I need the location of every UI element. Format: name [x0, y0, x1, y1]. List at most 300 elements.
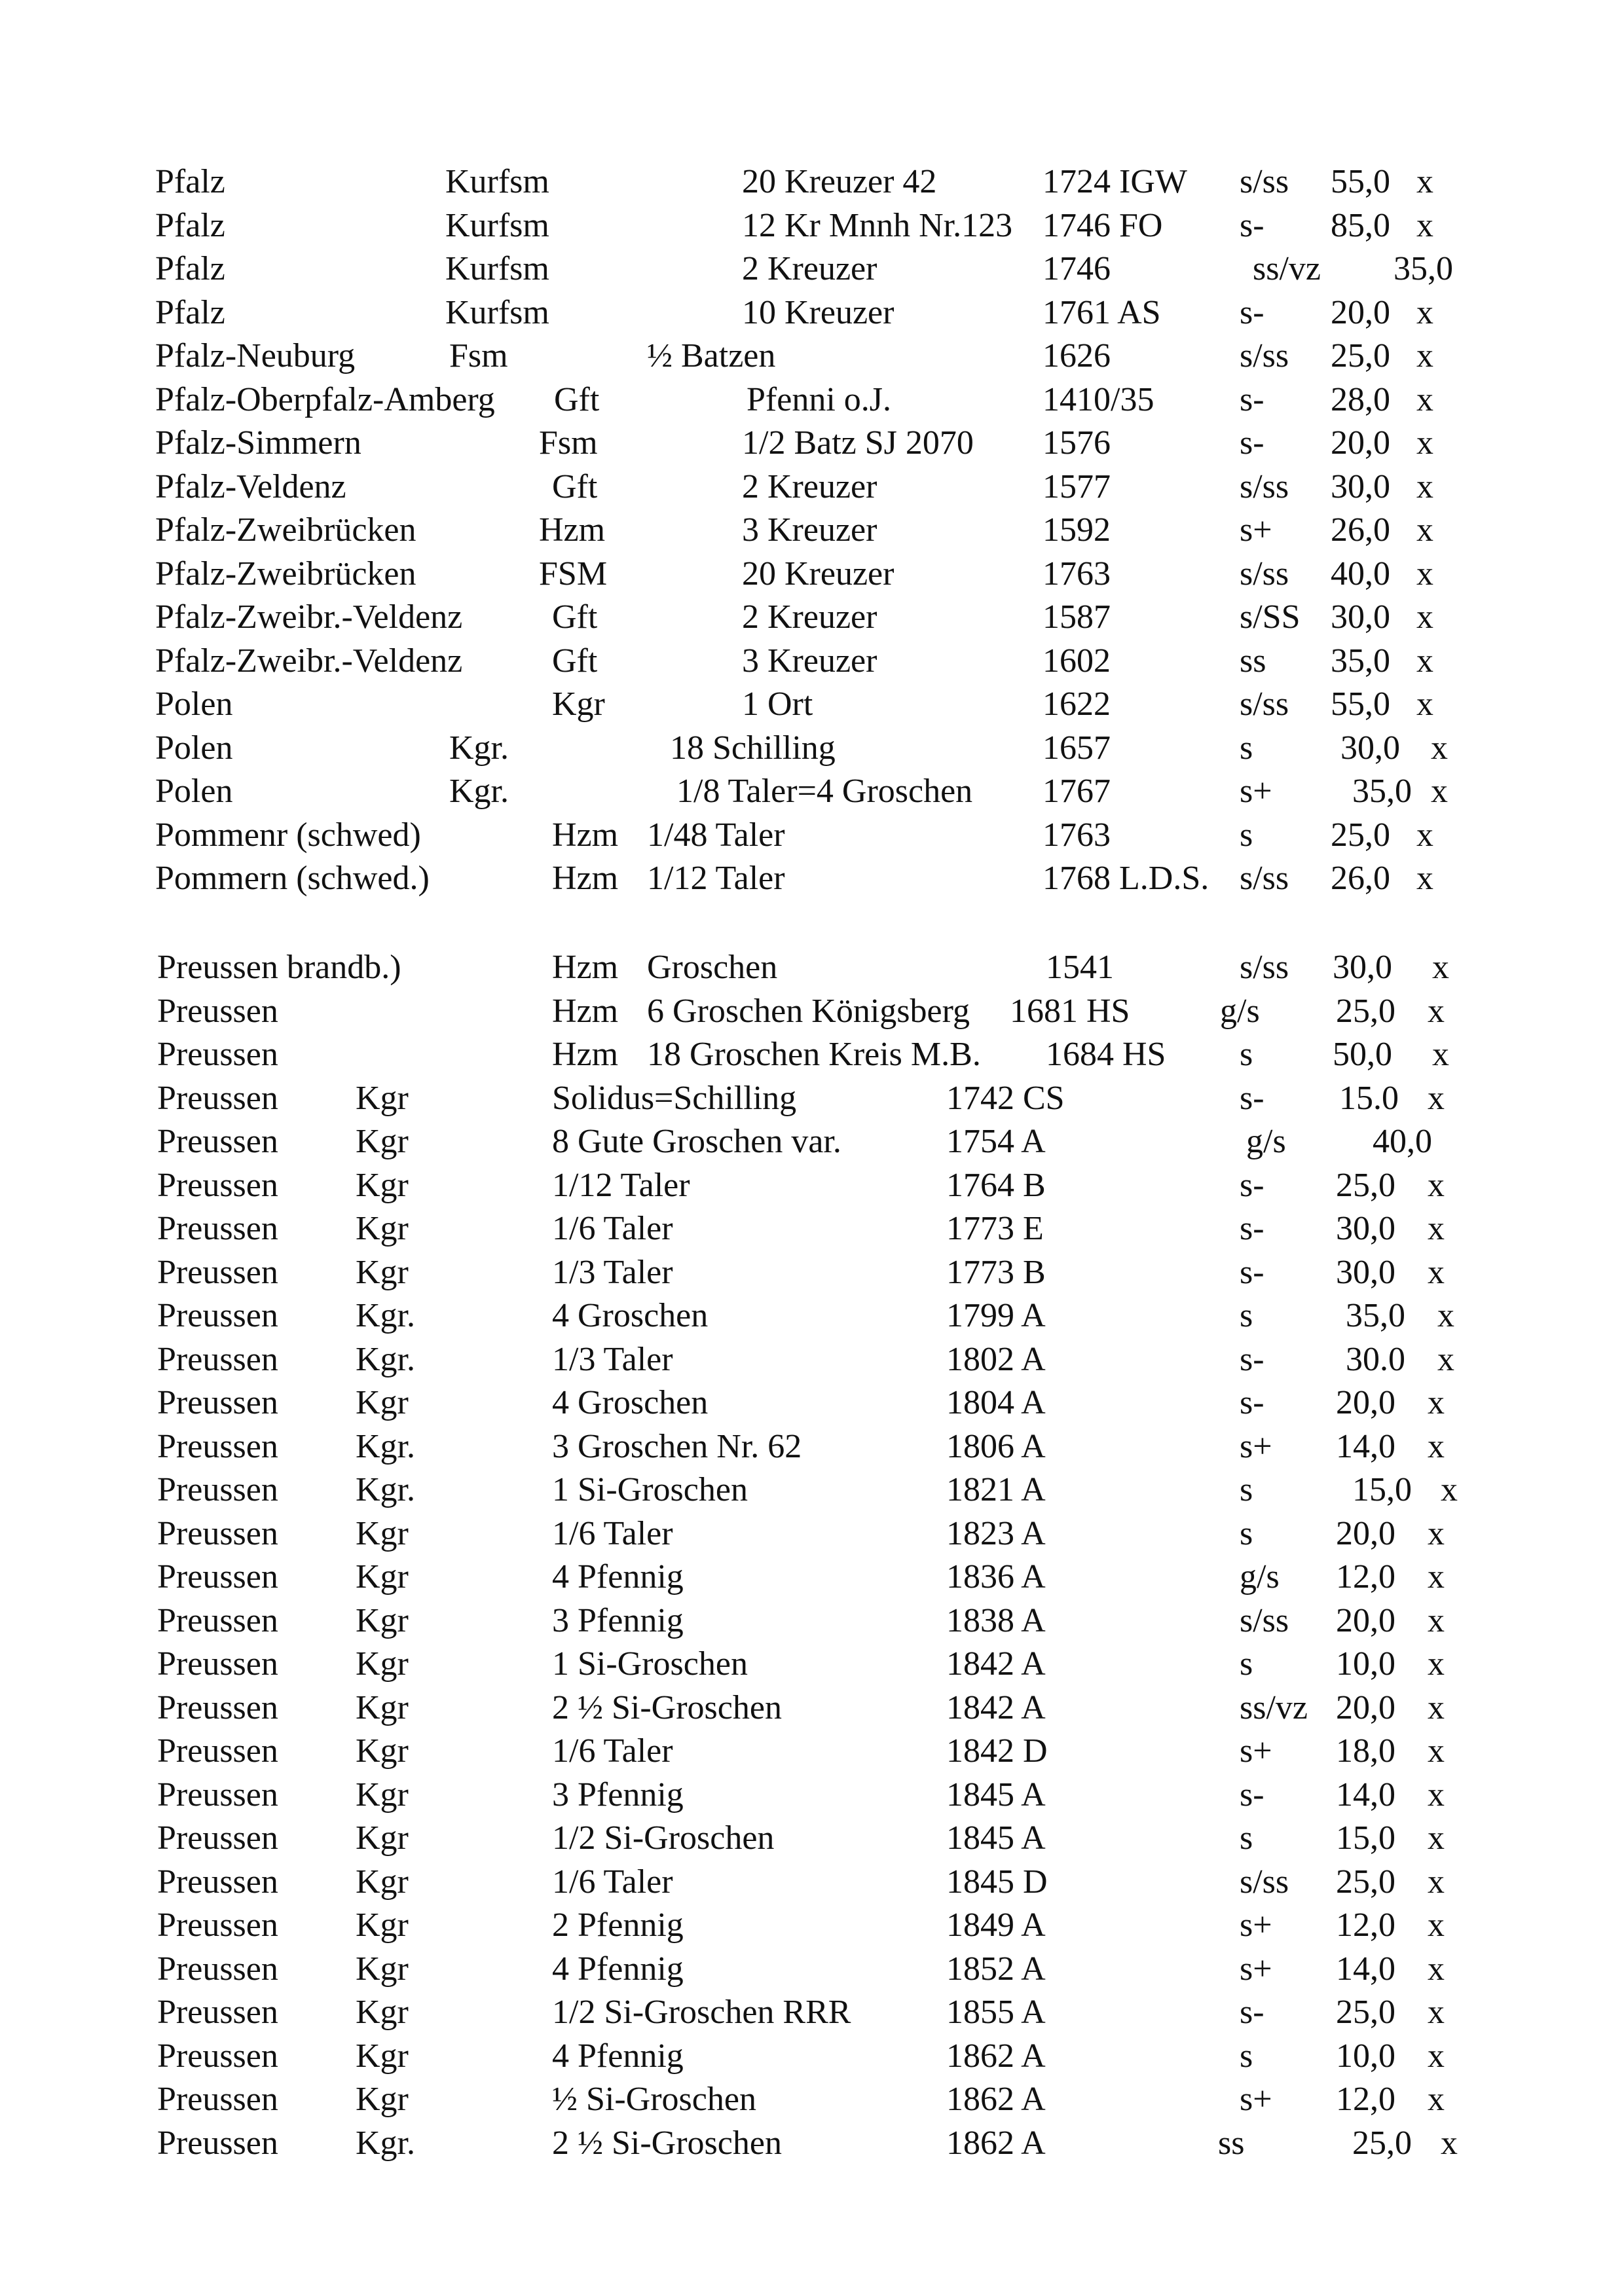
year-mint-cell: 1799 A [946, 1297, 1046, 1334]
denomination-cell: 1 Si-Groschen [552, 1645, 748, 1683]
type-cell: Kgr. [356, 1297, 415, 1334]
coin-row [0, 1599, 1624, 1643]
year-mint-cell: 1862 A [946, 2081, 1046, 2118]
type-cell: Fsm [449, 337, 508, 374]
region-cell: Preussen [157, 1471, 278, 1508]
grade-cell: s/ss [1240, 337, 1289, 374]
grade-cell: s- [1240, 1776, 1264, 1813]
coin-row [0, 1817, 1624, 1860]
region-cell: Pfalz-Zweibr.-Veldenz [155, 642, 463, 680]
grade-cell: s- [1240, 1340, 1264, 1378]
mark-cell: x [1428, 1776, 1445, 1813]
denomination-cell: 2 Kreuzer [742, 598, 877, 636]
mark-cell: x [1428, 1645, 1445, 1683]
coin-row [0, 2035, 1624, 2078]
region-cell: Pfalz-Zweibrücken [155, 555, 416, 592]
year-mint-cell: 1852 A [946, 1950, 1046, 1988]
type-cell: Kgr [356, 1776, 409, 1813]
grade-cell: s/ss [1240, 685, 1289, 723]
type-cell: Kgr [356, 1210, 409, 1247]
price-cell: 35,0 [1331, 642, 1390, 680]
year-mint-cell: 1592 [1043, 511, 1111, 549]
mark-cell: x [1428, 1210, 1445, 1247]
type-cell: Kgr [356, 1994, 409, 2031]
grade-cell: s+ [1240, 511, 1272, 549]
type-cell: Gft [552, 642, 598, 680]
price-cell: 25,0 [1331, 816, 1390, 854]
type-cell: Kgr [356, 1123, 409, 1160]
grade-cell: s- [1240, 424, 1264, 462]
type-cell: Gft [552, 598, 598, 636]
denomination-cell: 2 Kreuzer [742, 467, 877, 505]
denomination-cell: 3 Pfennig [552, 1776, 684, 1813]
region-cell: Preussen [157, 1688, 278, 1726]
mark-cell: x [1432, 1036, 1449, 1073]
grade-cell: s+ [1240, 2081, 1272, 2118]
price-cell: 55,0 [1331, 685, 1390, 723]
grade-cell: ss/vz [1253, 250, 1321, 287]
region-cell: Preussen [157, 1645, 278, 1683]
denomination-cell: 1/6 Taler [552, 1514, 673, 1552]
region-cell: Preussen [157, 1906, 278, 1944]
mark-cell: x [1416, 860, 1433, 897]
coin-row [0, 1774, 1624, 1817]
denomination-cell: 1/2 Batz SJ 2070 [742, 424, 974, 462]
grade-cell: s- [1240, 1253, 1264, 1291]
denomination-cell: 20 Kreuzer 42 [742, 163, 937, 200]
mark-cell: x [1428, 1558, 1445, 1595]
denomination-cell: 1/2 Si-Groschen [552, 1819, 775, 1857]
region-cell: Preussen [157, 992, 278, 1030]
year-mint-cell: 1842 D [946, 1732, 1048, 1770]
grade-cell: s+ [1240, 773, 1272, 810]
coin-row [0, 335, 1624, 378]
year-mint-cell: 1773 B [946, 1253, 1046, 1291]
type-cell: Hzm [552, 1036, 619, 1073]
price-cell: 30,0 [1340, 729, 1400, 767]
grade-cell: g/s [1220, 992, 1260, 1030]
year-mint-cell: 1842 A [946, 1645, 1046, 1683]
denomination-cell: 1/3 Taler [552, 1253, 673, 1291]
type-cell: Kgr [356, 2081, 409, 2118]
price-cell: 55,0 [1331, 163, 1390, 200]
type-cell: Kgr. [449, 729, 509, 767]
price-cell: 10,0 [1336, 1645, 1395, 1683]
year-mint-cell: 1587 [1043, 598, 1111, 636]
price-cell: 85,0 [1331, 206, 1390, 244]
coin-row [0, 509, 1624, 552]
year-mint-cell: 1746 FO [1043, 206, 1163, 244]
region-cell: Pfalz [155, 163, 225, 200]
region-cell: Pfalz [155, 250, 225, 287]
year-mint-cell: 1622 [1043, 685, 1111, 723]
mark-cell: x [1416, 511, 1433, 549]
year-mint-cell: 1836 A [946, 1558, 1046, 1595]
coin-row [0, 1556, 1624, 1599]
denomination-cell: 4 Groschen [552, 1384, 709, 1421]
region-cell: Preussen [157, 1036, 278, 1073]
coin-row [0, 640, 1624, 683]
price-cell: 15.0 [1339, 1079, 1399, 1117]
price-cell: 14,0 [1336, 1950, 1395, 1988]
region-cell: Pfalz [155, 206, 225, 244]
mark-cell: x [1416, 424, 1433, 462]
coin-row [0, 1991, 1624, 2034]
mark-cell: x [1441, 2124, 1458, 2162]
year-mint-cell: 1602 [1043, 642, 1111, 680]
mark-cell: x [1416, 293, 1433, 331]
coin-row [0, 1077, 1624, 1120]
mark-cell: x [1416, 642, 1433, 680]
price-cell: 30,0 [1331, 598, 1390, 636]
coin-row [0, 1425, 1624, 1468]
denomination-cell: 2 ½ Si-Groschen [552, 1688, 782, 1726]
mark-cell: x [1428, 1819, 1445, 1857]
mark-cell: x [1416, 598, 1433, 636]
denomination-cell: 1/6 Taler [552, 1210, 673, 1247]
grade-cell: s/ss [1240, 1601, 1289, 1639]
type-cell: Kgr. [356, 1427, 415, 1465]
price-cell: 12,0 [1336, 1558, 1395, 1595]
denomination-cell: Solidus=Schilling [552, 1079, 797, 1117]
denomination-cell: ½ Si-Groschen [552, 2081, 756, 2118]
mark-cell: x [1428, 1950, 1445, 1988]
region-cell: Pfalz-Simmern [155, 424, 361, 462]
grade-cell: ss [1240, 642, 1266, 680]
mark-cell: x [1428, 1688, 1445, 1726]
denomination-cell: Pfenni o.J. [747, 380, 891, 418]
denomination-cell: 20 Kreuzer [742, 555, 895, 592]
price-cell: 30,0 [1331, 467, 1390, 505]
price-cell: 26,0 [1331, 511, 1390, 549]
denomination-cell: 6 Groschen Königsberg [647, 992, 970, 1030]
region-cell: Preussen [157, 1819, 278, 1857]
coin-row [0, 2078, 1624, 2121]
grade-cell: s- [1240, 380, 1264, 418]
type-cell: Kgr. [356, 1471, 415, 1508]
year-mint-cell: 1761 AS [1043, 293, 1161, 331]
denomination-cell: 8 Gute Groschen var. [552, 1123, 841, 1160]
coin-row [0, 1294, 1624, 1338]
price-cell: 50,0 [1333, 1036, 1392, 1073]
denomination-cell: 10 Kreuzer [742, 293, 895, 331]
type-cell: Kgr. [356, 1340, 415, 1378]
coin-row [0, 1381, 1624, 1425]
coin-row [0, 2122, 1624, 2165]
grade-cell: s- [1240, 1210, 1264, 1247]
grade-cell: s [1240, 816, 1253, 854]
region-cell: Pfalz-Zweibrücken [155, 511, 416, 549]
denomination-cell: 1/12 Taler [647, 860, 785, 897]
denomination-cell: 1 Ort [742, 685, 813, 723]
grade-cell: s/ss [1240, 1863, 1289, 1901]
grade-cell: s- [1240, 1166, 1264, 1204]
grade-cell: s/ss [1240, 949, 1289, 986]
mark-cell: x [1432, 949, 1449, 986]
denomination-cell: 1/6 Taler [552, 1863, 673, 1901]
denomination-cell: 1/2 Si-Groschen RRR [552, 1994, 851, 2031]
type-cell: Kgr [356, 2037, 409, 2075]
year-mint-cell: 1823 A [946, 1514, 1046, 1552]
denomination-cell: 2 Pfennig [552, 1906, 684, 1944]
mark-cell: x [1416, 685, 1433, 723]
mark-cell: x [1416, 816, 1433, 854]
mark-cell: x [1428, 2037, 1445, 2075]
type-cell: Hzm [552, 949, 619, 986]
grade-cell: s/ss [1240, 555, 1289, 592]
region-cell: Preussen [157, 1601, 278, 1639]
year-mint-cell: 1849 A [946, 1906, 1046, 1944]
coin-row [0, 1251, 1624, 1294]
grade-cell: s- [1240, 1079, 1264, 1117]
price-cell: 20,0 [1336, 1514, 1395, 1552]
mark-cell: x [1428, 1863, 1445, 1901]
year-mint-cell: 1845 A [946, 1776, 1046, 1813]
type-cell: Kgr [356, 1558, 409, 1595]
region-cell: Preussen brandb.) [157, 949, 401, 986]
mark-cell: x [1431, 773, 1448, 810]
mark-cell: x [1428, 1514, 1445, 1552]
region-cell: Preussen [157, 1297, 278, 1334]
grade-cell: s/ss [1240, 163, 1289, 200]
coin-row [0, 596, 1624, 639]
type-cell: Fsm [539, 424, 598, 462]
price-cell: 15,0 [1352, 1471, 1412, 1508]
grade-cell: s [1240, 1514, 1253, 1552]
year-mint-cell: 1821 A [946, 1471, 1046, 1508]
coin-row [0, 1512, 1624, 1556]
region-cell: Preussen [157, 1558, 278, 1595]
grade-cell: s [1240, 1297, 1253, 1334]
grade-cell: s [1240, 1036, 1253, 1073]
grade-cell: ss/vz [1240, 1688, 1308, 1726]
grade-cell: s- [1240, 293, 1264, 331]
region-cell: Preussen [157, 1994, 278, 2031]
mark-cell: x [1428, 992, 1445, 1030]
year-mint-cell: 1804 A [946, 1384, 1046, 1421]
coin-row [0, 990, 1624, 1033]
year-mint-cell: 1541 [1046, 949, 1114, 986]
denomination-cell: 1/48 Taler [647, 816, 785, 854]
price-cell: 28,0 [1331, 380, 1390, 418]
year-mint-cell: 1681 HS [1010, 992, 1130, 1030]
year-mint-cell: 1410/35 [1043, 380, 1154, 418]
price-cell: 25,0 [1352, 2124, 1412, 2162]
type-cell: Kgr [356, 1253, 409, 1291]
type-cell: Hzm [552, 992, 619, 1030]
denomination-cell: 4 Pfennig [552, 1558, 684, 1595]
price-cell: 25,0 [1336, 1166, 1395, 1204]
type-cell: Kgr [356, 1732, 409, 1770]
coin-row [0, 1730, 1624, 1773]
denomination-cell: 1/12 Taler [552, 1166, 690, 1204]
coin-row [0, 465, 1624, 509]
type-cell: Hzm [539, 511, 606, 549]
type-cell: Kgr [356, 1950, 409, 1988]
year-mint-cell: 1845 A [946, 1819, 1046, 1857]
coin-row [0, 946, 1624, 989]
mark-cell: x [1416, 467, 1433, 505]
year-mint-cell: 1842 A [946, 1688, 1046, 1726]
price-cell: 30,0 [1336, 1210, 1395, 1247]
price-cell: 14,0 [1336, 1776, 1395, 1813]
denomination-cell: 3 Pfennig [552, 1601, 684, 1639]
price-cell: 10,0 [1336, 2037, 1395, 2075]
region-cell: Preussen [157, 1776, 278, 1813]
type-cell: Kurfsm [445, 293, 549, 331]
year-mint-cell: 1684 HS [1046, 1036, 1166, 1073]
year-mint-cell: 1773 E [946, 1210, 1044, 1247]
region-cell: Preussen [157, 1950, 278, 1988]
grade-cell: s- [1240, 1994, 1264, 2031]
grade-cell: s/ss [1240, 467, 1289, 505]
region-cell: Preussen [157, 1732, 278, 1770]
grade-cell: ss [1218, 2124, 1245, 2162]
mark-cell: x [1428, 1166, 1445, 1204]
region-cell: Preussen [157, 1166, 278, 1204]
mark-cell: x [1428, 1906, 1445, 1944]
mark-cell: x [1437, 1340, 1454, 1378]
price-cell: 20,0 [1336, 1384, 1395, 1421]
type-cell: Kurfsm [445, 163, 549, 200]
mark-cell: x [1428, 1427, 1445, 1465]
denomination-cell: 2 Kreuzer [742, 250, 877, 287]
price-cell: 26,0 [1331, 860, 1390, 897]
denomination-cell: 1 Si-Groschen [552, 1471, 748, 1508]
grade-cell: s+ [1240, 1950, 1272, 1988]
year-mint-cell: 1746 [1043, 250, 1111, 287]
coin-row [0, 1207, 1624, 1250]
price-cell: 30,0 [1336, 1253, 1395, 1291]
coin-row [0, 1643, 1624, 1686]
coin-row [0, 1120, 1624, 1163]
region-cell: Preussen [157, 1079, 278, 1117]
price-cell: 20,0 [1336, 1601, 1395, 1639]
mark-cell: x [1416, 163, 1433, 200]
year-mint-cell: 1754 A [946, 1123, 1046, 1160]
grade-cell: s+ [1240, 1427, 1272, 1465]
denomination-cell: 4 Pfennig [552, 2037, 684, 2075]
coin-row [0, 727, 1624, 770]
price-cell: 20,0 [1331, 293, 1390, 331]
region-cell: Pfalz-Oberpfalz-Amberg [155, 380, 495, 418]
coin-row [0, 204, 1624, 247]
price-cell: 25,0 [1336, 992, 1395, 1030]
region-cell: Preussen [157, 1514, 278, 1552]
price-cell: 25,0 [1336, 1863, 1395, 1901]
coin-row [0, 1948, 1624, 1991]
grade-cell: s [1240, 1471, 1253, 1508]
year-mint-cell: 1626 [1043, 337, 1111, 374]
grade-cell: s- [1240, 1384, 1264, 1421]
type-cell: Hzm [552, 816, 619, 854]
year-mint-cell: 1576 [1043, 424, 1111, 462]
coin-row [0, 1686, 1624, 1730]
price-cell: 30.0 [1346, 1340, 1405, 1378]
price-cell: 40,0 [1331, 555, 1390, 592]
price-cell: 35,0 [1393, 250, 1453, 287]
denomination-cell: 3 Groschen Nr. 62 [552, 1427, 802, 1465]
region-cell: Preussen [157, 2037, 278, 2075]
coin-row [0, 247, 1624, 291]
denomination-cell: ½ Batzen [647, 337, 776, 374]
region-cell: Polen [155, 685, 233, 723]
type-cell: Kgr [356, 1645, 409, 1683]
grade-cell: g/s [1246, 1123, 1286, 1160]
coin-row [0, 422, 1624, 465]
coin-row [0, 1164, 1624, 1207]
grade-cell: s+ [1240, 1906, 1272, 1944]
mark-cell: x [1431, 729, 1448, 767]
type-cell: Gft [554, 380, 600, 418]
denomination-cell: 18 Groschen Kreis M.B. [647, 1036, 981, 1073]
year-mint-cell: 1767 [1043, 773, 1111, 810]
denomination-cell: 18 Schilling [670, 729, 836, 767]
year-mint-cell: 1577 [1043, 467, 1111, 505]
region-cell: Preussen [157, 2081, 278, 2118]
year-mint-cell: 1763 [1043, 816, 1111, 854]
region-cell: Preussen [157, 2124, 278, 2162]
type-cell: Kgr [356, 1079, 409, 1117]
denomination-cell: 3 Kreuzer [742, 511, 877, 549]
region-cell: Preussen [157, 1253, 278, 1291]
denomination-cell: 2 ½ Si-Groschen [552, 2124, 782, 2162]
price-cell: 25,0 [1331, 337, 1390, 374]
region-cell: Preussen [157, 1210, 278, 1247]
type-cell: Kgr [552, 685, 605, 723]
type-cell: Kgr [356, 1166, 409, 1204]
coin-row [0, 378, 1624, 422]
price-cell: 15,0 [1336, 1819, 1395, 1857]
type-cell: Kgr [356, 1688, 409, 1726]
grade-cell: g/s [1240, 1558, 1280, 1595]
year-mint-cell: 1845 D [946, 1863, 1048, 1901]
price-cell: 18,0 [1336, 1732, 1395, 1770]
region-cell: Pommenr (schwed) [155, 816, 421, 854]
denomination-cell: 3 Kreuzer [742, 642, 877, 680]
grade-cell: s [1240, 1819, 1253, 1857]
grade-cell: s/SS [1240, 598, 1301, 636]
coin-row [0, 160, 1624, 204]
type-cell: Kgr [356, 1819, 409, 1857]
price-cell: 40,0 [1373, 1123, 1432, 1160]
year-mint-cell: 1862 A [946, 2037, 1046, 2075]
grade-cell: s+ [1240, 1732, 1272, 1770]
mark-cell: x [1428, 2081, 1445, 2118]
type-cell: Kgr [356, 1514, 409, 1552]
region-cell: Pfalz-Veldenz [155, 467, 346, 505]
mark-cell: x [1416, 337, 1433, 374]
region-cell: Preussen [157, 1384, 278, 1421]
price-cell: 12,0 [1336, 2081, 1395, 2118]
year-mint-cell: 1657 [1043, 729, 1111, 767]
coin-row [0, 683, 1624, 726]
year-mint-cell: 1862 A [946, 2124, 1046, 2162]
denomination-cell: 1/3 Taler [552, 1340, 673, 1378]
denomination-cell: 12 Kr Mnnh Nr.123 [742, 206, 1013, 244]
type-cell: Kgr. [356, 2124, 415, 2162]
mark-cell: x [1428, 1384, 1445, 1421]
grade-cell: s [1240, 729, 1253, 767]
mark-cell: x [1428, 1079, 1445, 1117]
type-cell: Kgr [356, 1384, 409, 1421]
denomination-cell: Groschen [647, 949, 778, 986]
type-cell: Kgr [356, 1601, 409, 1639]
region-cell: Preussen [157, 1123, 278, 1160]
price-cell: 35,0 [1352, 773, 1412, 810]
region-cell: Pommern (schwed.) [155, 860, 430, 897]
mark-cell: x [1428, 1253, 1445, 1291]
